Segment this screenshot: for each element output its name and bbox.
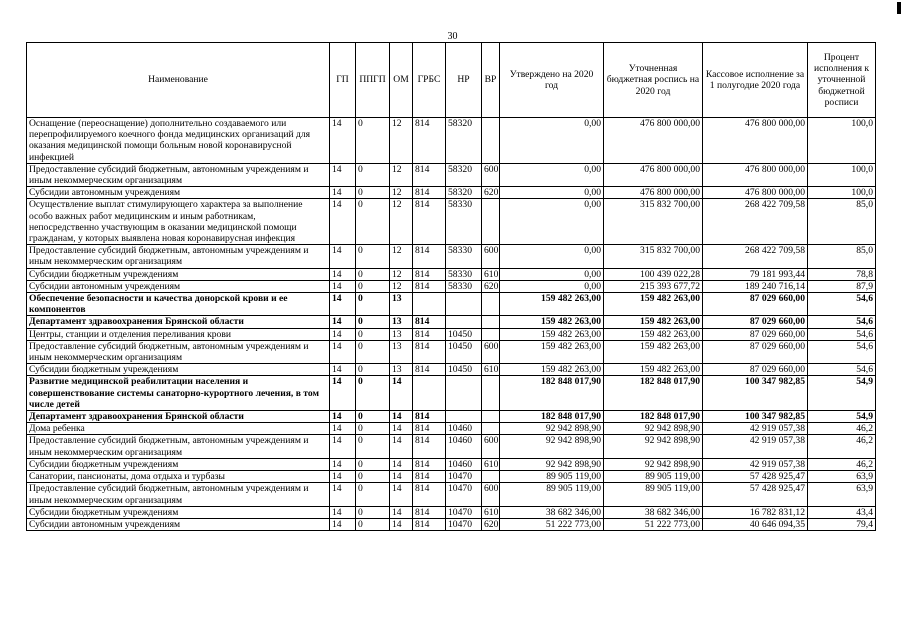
cell-ppgp: 0 (356, 245, 390, 268)
cell-om: 14 (390, 518, 413, 530)
cell-refined: 182 848 017,90 (604, 376, 703, 411)
cell-om: 12 (390, 163, 413, 186)
cell-gp: 14 (330, 411, 356, 423)
cell-cash: 79 181 993,44 (703, 268, 808, 280)
cell-gp: 14 (330, 187, 356, 199)
table-row (27, 163, 876, 186)
cell-nr: 58330 (446, 280, 482, 292)
cell-name: Департамент здравоохранения Брянской области (27, 316, 330, 328)
cell-refined: 476 800 000,00 (604, 118, 703, 164)
cell-percent: 100,0 (808, 118, 876, 164)
header-nr: НР (446, 43, 482, 118)
cell-gp: 14 (330, 376, 356, 411)
cell-om: 13 (390, 364, 413, 376)
cell-om: 12 (390, 280, 413, 292)
cell-refined: 159 482 263,00 (604, 316, 703, 328)
cell-refined: 215 393 677,72 (604, 280, 703, 292)
cell-percent: 87,9 (808, 280, 876, 292)
cell-grbs (413, 293, 446, 316)
budget-table (26, 42, 876, 531)
cell-gp: 14 (330, 316, 356, 328)
cell-name: Субсидии бюджетным учреждениям (27, 506, 330, 518)
cell-approved: 182 848 017,90 (500, 411, 604, 423)
cell-nr: 10460 (446, 458, 482, 470)
cell-name: Предоставление субсидий бюджетным, автономным учреждениям и иным некоммерческим организациям (27, 340, 330, 363)
table-row (27, 471, 876, 483)
cell-vr (482, 471, 500, 483)
cell-refined: 159 482 263,00 (604, 293, 703, 316)
cell-approved: 51 222 773,00 (500, 518, 604, 530)
cell-cash: 42 919 057,38 (703, 458, 808, 470)
cell-name: Субсидии автономным учреждениям (27, 518, 330, 530)
cell-vr: 600 (482, 245, 500, 268)
cell-nr: 10450 (446, 364, 482, 376)
cell-grbs: 814 (413, 518, 446, 530)
cell-cash: 87 029 660,00 (703, 316, 808, 328)
cell-om: 12 (390, 187, 413, 199)
cell-ppgp: 0 (356, 187, 390, 199)
cell-grbs: 814 (413, 245, 446, 268)
cell-refined: 38 682 346,00 (604, 506, 703, 518)
header-refined: Уточненная бюджетная роспись на 2020 год (604, 43, 703, 118)
header-grbs: ГРБС (413, 43, 446, 118)
cell-name: Дома ребенка (27, 423, 330, 435)
cell-cash: 16 782 831,12 (703, 506, 808, 518)
cell-refined: 159 482 263,00 (604, 364, 703, 376)
cell-cash: 57 428 925,47 (703, 471, 808, 483)
cell-om: 13 (390, 340, 413, 363)
cell-refined: 315 832 700,00 (604, 199, 703, 245)
cell-vr (482, 293, 500, 316)
cell-percent: 63,9 (808, 471, 876, 483)
cell-name: Предоставление субсидий бюджетным, автономным учреждениям и иным некоммерческим организациям (27, 483, 330, 506)
cell-om: 14 (390, 471, 413, 483)
cell-cash: 476 800 000,00 (703, 163, 808, 186)
cell-om: 12 (390, 199, 413, 245)
cell-grbs: 814 (413, 364, 446, 376)
cell-approved: 0,00 (500, 118, 604, 164)
cell-ppgp: 0 (356, 458, 390, 470)
table-row (27, 316, 876, 328)
cell-approved: 0,00 (500, 245, 604, 268)
cell-percent: 78,8 (808, 268, 876, 280)
table-row (27, 268, 876, 280)
cell-om: 13 (390, 293, 413, 316)
header-row (27, 43, 876, 118)
cell-percent: 85,0 (808, 245, 876, 268)
cell-ppgp: 0 (356, 163, 390, 186)
cell-cash: 476 800 000,00 (703, 118, 808, 164)
cell-percent: 85,0 (808, 199, 876, 245)
cell-cash: 57 428 925,47 (703, 483, 808, 506)
cell-percent: 79,4 (808, 518, 876, 530)
cell-gp: 14 (330, 471, 356, 483)
cell-ppgp: 0 (356, 316, 390, 328)
cell-grbs: 814 (413, 268, 446, 280)
cell-grbs: 814 (413, 411, 446, 423)
cell-vr (482, 411, 500, 423)
cell-approved: 0,00 (500, 187, 604, 199)
cell-nr: 58320 (446, 187, 482, 199)
cell-gp: 14 (330, 268, 356, 280)
cell-om: 12 (390, 118, 413, 164)
cell-om: 14 (390, 376, 413, 411)
cell-approved: 159 482 263,00 (500, 364, 604, 376)
cell-refined: 51 222 773,00 (604, 518, 703, 530)
cell-name: Развитие медицинской реабилитации населения и совершенствование системы санаторно-курортного лечения, в том числе детей (27, 376, 330, 411)
cell-gp: 14 (330, 118, 356, 164)
cell-name: Субсидии бюджетным учреждениям (27, 364, 330, 376)
cell-grbs: 814 (413, 435, 446, 458)
cell-refined: 89 905 119,00 (604, 483, 703, 506)
cell-vr: 600 (482, 435, 500, 458)
cell-nr: 10470 (446, 483, 482, 506)
cell-nr (446, 316, 482, 328)
cell-nr: 10460 (446, 423, 482, 435)
cell-approved: 159 482 263,00 (500, 340, 604, 363)
cell-percent: 54,6 (808, 340, 876, 363)
cell-cash: 100 347 982,85 (703, 376, 808, 411)
page-number: 30 (447, 31, 458, 42)
cell-om: 13 (390, 316, 413, 328)
cell-vr (482, 328, 500, 340)
cell-ppgp: 0 (356, 423, 390, 435)
cell-vr (482, 316, 500, 328)
cell-name: Центры, станции и отделения переливания крови (27, 328, 330, 340)
cell-vr (482, 423, 500, 435)
cell-om: 13 (390, 328, 413, 340)
cell-approved: 0,00 (500, 163, 604, 186)
cell-nr (446, 293, 482, 316)
cell-percent: 63,9 (808, 483, 876, 506)
cell-cash: 87 029 660,00 (703, 328, 808, 340)
cell-name: Предоставление субсидий бюджетным, автономным учреждениям и иным некоммерческим организациям (27, 245, 330, 268)
cell-cash: 42 919 057,38 (703, 435, 808, 458)
cell-name: Субсидии автономным учреждениям (27, 187, 330, 199)
cell-ppgp: 0 (356, 280, 390, 292)
cell-nr (446, 376, 482, 411)
cell-approved: 182 848 017,90 (500, 376, 604, 411)
cell-grbs: 814 (413, 163, 446, 186)
cell-vr: 620 (482, 518, 500, 530)
cell-gp: 14 (330, 328, 356, 340)
cell-grbs: 814 (413, 199, 446, 245)
cell-ppgp: 0 (356, 118, 390, 164)
cell-vr: 600 (482, 483, 500, 506)
cell-ppgp: 0 (356, 268, 390, 280)
cell-vr: 600 (482, 340, 500, 363)
cell-nr: 10460 (446, 435, 482, 458)
cell-cash: 268 422 709,58 (703, 199, 808, 245)
table-row (27, 506, 876, 518)
cell-nr: 58330 (446, 268, 482, 280)
cell-refined: 159 482 263,00 (604, 340, 703, 363)
cell-vr (482, 376, 500, 411)
cell-gp: 14 (330, 293, 356, 316)
cell-om: 14 (390, 435, 413, 458)
cell-approved: 92 942 898,90 (500, 435, 604, 458)
cell-percent: 54,6 (808, 364, 876, 376)
cell-grbs: 814 (413, 187, 446, 199)
table-row (27, 376, 876, 411)
cell-gp: 14 (330, 364, 356, 376)
cell-ppgp: 0 (356, 199, 390, 245)
cell-refined: 476 800 000,00 (604, 187, 703, 199)
cell-cash: 87 029 660,00 (703, 340, 808, 363)
cell-ppgp: 0 (356, 471, 390, 483)
header-vr: ВР (482, 43, 500, 118)
cell-grbs (413, 376, 446, 411)
cell-refined: 92 942 898,90 (604, 435, 703, 458)
cell-cash: 100 347 982,85 (703, 411, 808, 423)
cell-nr: 58320 (446, 163, 482, 186)
table-row (27, 245, 876, 268)
cell-grbs: 814 (413, 280, 446, 292)
cell-gp: 14 (330, 280, 356, 292)
cell-vr: 610 (482, 458, 500, 470)
cell-ppgp: 0 (356, 340, 390, 363)
table-row (27, 435, 876, 458)
cell-nr: 58330 (446, 245, 482, 268)
cell-percent: 54,9 (808, 411, 876, 423)
cell-cash: 476 800 000,00 (703, 187, 808, 199)
cell-nr: 10470 (446, 518, 482, 530)
cell-cash: 268 422 709,58 (703, 245, 808, 268)
cell-gp: 14 (330, 163, 356, 186)
cell-name: Субсидии автономным учреждениям (27, 280, 330, 292)
header-ppgp: ППГП (356, 43, 390, 118)
table-row (27, 518, 876, 530)
cell-approved: 0,00 (500, 268, 604, 280)
cell-percent: 54,6 (808, 316, 876, 328)
cell-cash: 87 029 660,00 (703, 293, 808, 316)
cell-refined: 182 848 017,90 (604, 411, 703, 423)
cell-approved: 89 905 119,00 (500, 471, 604, 483)
cell-nr: 10450 (446, 340, 482, 363)
cell-approved: 92 942 898,90 (500, 423, 604, 435)
cell-gp: 14 (330, 458, 356, 470)
cell-name: Субсидии бюджетным учреждениям (27, 458, 330, 470)
table-row (27, 199, 876, 245)
table-row (27, 483, 876, 506)
cell-vr (482, 118, 500, 164)
cell-vr: 620 (482, 280, 500, 292)
cell-approved: 159 482 263,00 (500, 316, 604, 328)
header-percent: Процент исполнения к уточненной бюджетной росписи (808, 43, 876, 118)
header-name: Наименование (27, 43, 330, 118)
cell-name: Осуществление выплат стимулирующего характера за выполнение особо важных работ медицинским и иным работникам, непосредственно участвующим в оказании медицинской помощи гражданам, у которых выявлена новая коронавирусная инфекция (27, 199, 330, 245)
cell-name: Предоставление субсидий бюджетным, автономным учреждениям и иным некоммерческим организациям (27, 163, 330, 186)
cell-gp: 14 (330, 423, 356, 435)
cell-ppgp: 0 (356, 328, 390, 340)
cell-ppgp: 0 (356, 483, 390, 506)
table-row (27, 328, 876, 340)
cell-approved: 89 905 119,00 (500, 483, 604, 506)
cell-ppgp: 0 (356, 376, 390, 411)
cell-gp: 14 (330, 483, 356, 506)
cell-percent: 46,2 (808, 458, 876, 470)
cell-ppgp: 0 (356, 293, 390, 316)
cell-nr: 10470 (446, 471, 482, 483)
cell-nr: 58320 (446, 118, 482, 164)
table-row (27, 364, 876, 376)
cell-percent: 54,9 (808, 376, 876, 411)
table-row (27, 280, 876, 292)
cell-ppgp: 0 (356, 411, 390, 423)
cell-vr: 600 (482, 163, 500, 186)
cell-nr (446, 411, 482, 423)
cell-name: Обеспечение безопасности и качества донорской крови и ее компонентов (27, 293, 330, 316)
header-cash: Кассовое исполнение за 1 полугодие 2020 года (703, 43, 808, 118)
cell-nr: 10470 (446, 506, 482, 518)
cell-grbs: 814 (413, 340, 446, 363)
cell-grbs: 814 (413, 328, 446, 340)
cell-ppgp: 0 (356, 364, 390, 376)
table-row (27, 118, 876, 164)
cell-grbs: 814 (413, 471, 446, 483)
cell-cash: 189 240 716,14 (703, 280, 808, 292)
table-body (27, 118, 876, 531)
cell-om: 14 (390, 506, 413, 518)
cell-nr: 58330 (446, 199, 482, 245)
header-gp: ГП (330, 43, 356, 118)
cell-approved: 38 682 346,00 (500, 506, 604, 518)
cell-gp: 14 (330, 518, 356, 530)
cell-gp: 14 (330, 506, 356, 518)
cell-approved: 92 942 898,90 (500, 458, 604, 470)
cell-ppgp: 0 (356, 435, 390, 458)
cell-percent: 43,4 (808, 506, 876, 518)
cell-cash: 42 919 057,38 (703, 423, 808, 435)
cell-ppgp: 0 (356, 518, 390, 530)
cell-om: 14 (390, 411, 413, 423)
cell-refined: 159 482 263,00 (604, 328, 703, 340)
cell-grbs: 814 (413, 423, 446, 435)
cell-percent: 100,0 (808, 163, 876, 186)
cell-grbs: 814 (413, 483, 446, 506)
cell-gp: 14 (330, 435, 356, 458)
cell-refined: 100 439 022,28 (604, 268, 703, 280)
cell-om: 14 (390, 458, 413, 470)
table-row (27, 187, 876, 199)
table-row (27, 458, 876, 470)
cell-om: 12 (390, 245, 413, 268)
cell-refined: 92 942 898,90 (604, 458, 703, 470)
cell-om: 14 (390, 483, 413, 506)
cell-nr: 10450 (446, 328, 482, 340)
table-row (27, 340, 876, 363)
cell-refined: 89 905 119,00 (604, 471, 703, 483)
cell-grbs: 814 (413, 316, 446, 328)
cell-approved: 159 482 263,00 (500, 328, 604, 340)
table-row (27, 293, 876, 316)
cell-grbs: 814 (413, 458, 446, 470)
cell-vr: 610 (482, 506, 500, 518)
cell-cash: 40 646 094,35 (703, 518, 808, 530)
cell-approved: 0,00 (500, 199, 604, 245)
cell-refined: 315 832 700,00 (604, 245, 703, 268)
header-approved: Утверждено на 2020 год (500, 43, 604, 118)
cell-name: Предоставление субсидий бюджетным, автономным учреждениям и иным некоммерческим организациям (27, 435, 330, 458)
cell-gp: 14 (330, 199, 356, 245)
cell-percent: 100,0 (808, 187, 876, 199)
cell-vr (482, 199, 500, 245)
cell-percent: 54,6 (808, 328, 876, 340)
table-row (27, 423, 876, 435)
cell-refined: 92 942 898,90 (604, 423, 703, 435)
cell-vr: 610 (482, 364, 500, 376)
cell-percent: 46,2 (808, 423, 876, 435)
cell-approved: 0,00 (500, 280, 604, 292)
cell-vr: 610 (482, 268, 500, 280)
cell-om: 12 (390, 268, 413, 280)
header-om: ОМ (390, 43, 413, 118)
cell-gp: 14 (330, 245, 356, 268)
cell-approved: 159 482 263,00 (500, 293, 604, 316)
cell-ppgp: 0 (356, 506, 390, 518)
cell-name: Санатории, пансионаты, дома отдыха и турбазы (27, 471, 330, 483)
scan-edge-mark (897, 2, 901, 14)
cell-name: Департамент здравоохранения Брянской области (27, 411, 330, 423)
cell-om: 14 (390, 423, 413, 435)
cell-percent: 54,6 (808, 293, 876, 316)
cell-refined: 476 800 000,00 (604, 163, 703, 186)
cell-name: Субсидии бюджетным учреждениям (27, 268, 330, 280)
cell-grbs: 814 (413, 118, 446, 164)
table-row (27, 411, 876, 423)
cell-name: Оснащение (переоснащение) дополнительно создаваемого или перепрофилируемого коечного фонда медицинских организаций для оказания медицинской помощи больным новой коронавирусной инфекцией (27, 118, 330, 164)
cell-grbs: 814 (413, 506, 446, 518)
cell-vr: 620 (482, 187, 500, 199)
cell-gp: 14 (330, 340, 356, 363)
cell-percent: 46,2 (808, 435, 876, 458)
cell-cash: 87 029 660,00 (703, 364, 808, 376)
